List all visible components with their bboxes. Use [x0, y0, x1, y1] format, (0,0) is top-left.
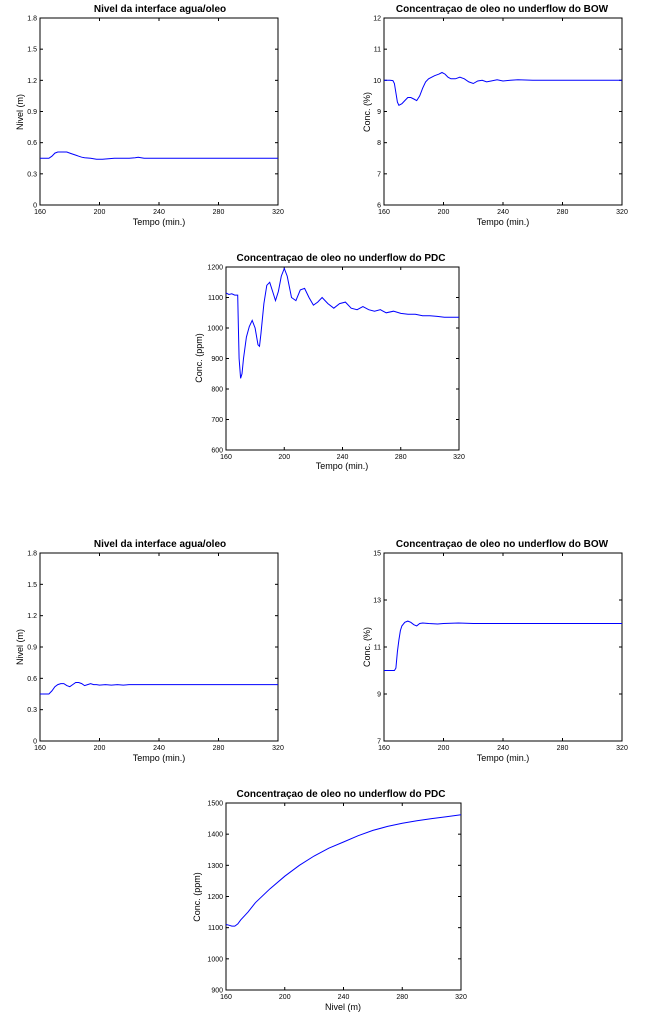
y-tick-label: 800 [211, 386, 223, 394]
y-tick-label: 600 [211, 447, 223, 455]
y-tick-label: 6 [377, 202, 381, 210]
y-axis-label: Nivel (m) [15, 94, 25, 130]
y-tick-label: 0.9 [27, 109, 37, 116]
x-tick-label: 160 [378, 745, 390, 752]
x-tick-label: 240 [153, 745, 165, 752]
y-tick-label: 1000 [207, 956, 223, 964]
x-tick-label: 200 [93, 209, 106, 216]
x-tick-label: 280 [212, 209, 225, 216]
chart-title: Concentraçao de oleo no underflow do PDC [236, 789, 446, 800]
x-tick-label: 320 [616, 209, 628, 216]
chart-nivel-interface-2 [15, 539, 284, 763]
x-axis-label: Tempo (min.) [132, 217, 186, 227]
x-tick-label: 160 [220, 994, 232, 1001]
x-tick-label: 280 [396, 994, 409, 1001]
x-tick-label: 320 [453, 454, 465, 461]
x-tick-label: 200 [437, 209, 450, 216]
y-axis-label: Nivel (m) [15, 629, 25, 665]
y-tick-label: 1.5 [27, 581, 37, 589]
x-tick-label: 160 [220, 454, 232, 461]
x-tick-label: 320 [455, 994, 467, 1001]
y-tick-label: 12 [373, 15, 381, 23]
x-tick-label: 320 [616, 745, 628, 752]
x-axis-label: Nivel (m) [325, 1002, 361, 1012]
y-tick-label: 1000 [207, 325, 223, 333]
x-axis-label: Tempo (min.) [315, 461, 369, 471]
x-tick-label: 280 [394, 454, 407, 461]
x-tick-label: 240 [497, 745, 509, 752]
chart-title: Concentraçao de oleo no underflow do PDC [236, 253, 446, 264]
y-tick-label: 0.3 [27, 171, 37, 179]
y-tick-label: 0.6 [27, 675, 37, 683]
chart-title: Nivel da interface agua/oleo [93, 4, 227, 15]
x-tick-label: 320 [272, 209, 284, 216]
x-tick-label: 320 [272, 745, 284, 752]
x-tick-label: 200 [437, 745, 450, 752]
y-tick-label: 9 [377, 109, 381, 116]
chart-conc-pdc-2 [192, 789, 467, 1012]
y-tick-label: 0.9 [27, 644, 37, 652]
chart-title: Concentraçao de oleo no underflow do BOW [395, 4, 609, 15]
x-tick-label: 240 [153, 209, 165, 216]
plot-area [40, 18, 278, 205]
plot-area [384, 18, 622, 205]
y-tick-label: 0 [33, 202, 37, 210]
chart-conc-bow-2 [362, 539, 628, 763]
x-tick-label: 240 [337, 994, 350, 1001]
x-tick-label: 280 [212, 745, 225, 752]
y-tick-label: 1500 [207, 800, 223, 808]
x-tick-label: 160 [378, 209, 390, 216]
x-axis-label: Tempo (min.) [132, 753, 186, 763]
x-tick-label: 160 [34, 745, 46, 752]
chart-title: Concentraçao de oleo no underflow do BOW [395, 539, 609, 550]
y-tick-label: 900 [211, 987, 223, 995]
y-tick-label: 1100 [207, 925, 223, 933]
y-tick-label: 7 [377, 171, 381, 179]
y-tick-label: 11 [373, 46, 381, 54]
x-tick-label: 240 [497, 209, 509, 216]
y-tick-label: 700 [211, 417, 223, 424]
y-tick-label: 1.8 [27, 15, 37, 23]
y-tick-label: 1.2 [27, 613, 37, 621]
x-tick-label: 200 [93, 745, 106, 752]
y-tick-label: 0.3 [27, 707, 37, 715]
y-tick-label: 1.5 [27, 46, 37, 54]
chart-nivel-interface-1 [15, 4, 284, 227]
chart-conc-bow-1 [362, 4, 628, 227]
y-axis-label: Conc. (ppm) [192, 872, 202, 922]
y-tick-label: 1200 [207, 264, 223, 272]
y-tick-label: 13 [373, 597, 381, 605]
y-axis-label: Conc. (ppm) [194, 333, 204, 383]
y-tick-label: 15 [373, 550, 381, 558]
y-tick-label: 1.2 [27, 77, 37, 85]
y-tick-label: 1100 [207, 295, 223, 302]
plot-area [226, 267, 459, 450]
x-tick-label: 280 [556, 209, 569, 216]
x-axis-label: Tempo (min.) [476, 217, 530, 227]
x-axis-label: Tempo (min.) [476, 753, 530, 763]
x-tick-label: 160 [34, 209, 46, 216]
plot-area [40, 553, 278, 741]
x-tick-label: 240 [336, 454, 349, 461]
chart-title: Nivel da interface agua/oleo [93, 539, 227, 550]
y-tick-label: 0.6 [27, 140, 37, 148]
y-axis-label: Conc. (%) [362, 91, 372, 133]
y-axis-label: Conc. (%) [362, 626, 372, 668]
y-tick-label: 0 [33, 738, 37, 746]
y-tick-label: 10 [373, 77, 381, 85]
y-tick-label: 1.8 [27, 550, 37, 558]
x-tick-label: 200 [278, 994, 291, 1001]
x-tick-label: 280 [556, 745, 569, 752]
y-tick-label: 1300 [207, 862, 223, 870]
y-tick-label: 900 [211, 356, 223, 363]
y-tick-label: 1400 [207, 831, 223, 839]
chart-conc-pdc-1 [194, 253, 465, 471]
y-tick-label: 11 [373, 644, 381, 652]
y-tick-label: 9 [377, 691, 381, 699]
x-tick-label: 200 [278, 454, 291, 461]
y-tick-label: 1200 [207, 894, 223, 901]
y-tick-label: 8 [377, 140, 381, 148]
y-tick-label: 7 [377, 738, 381, 746]
plot-area [384, 553, 622, 741]
